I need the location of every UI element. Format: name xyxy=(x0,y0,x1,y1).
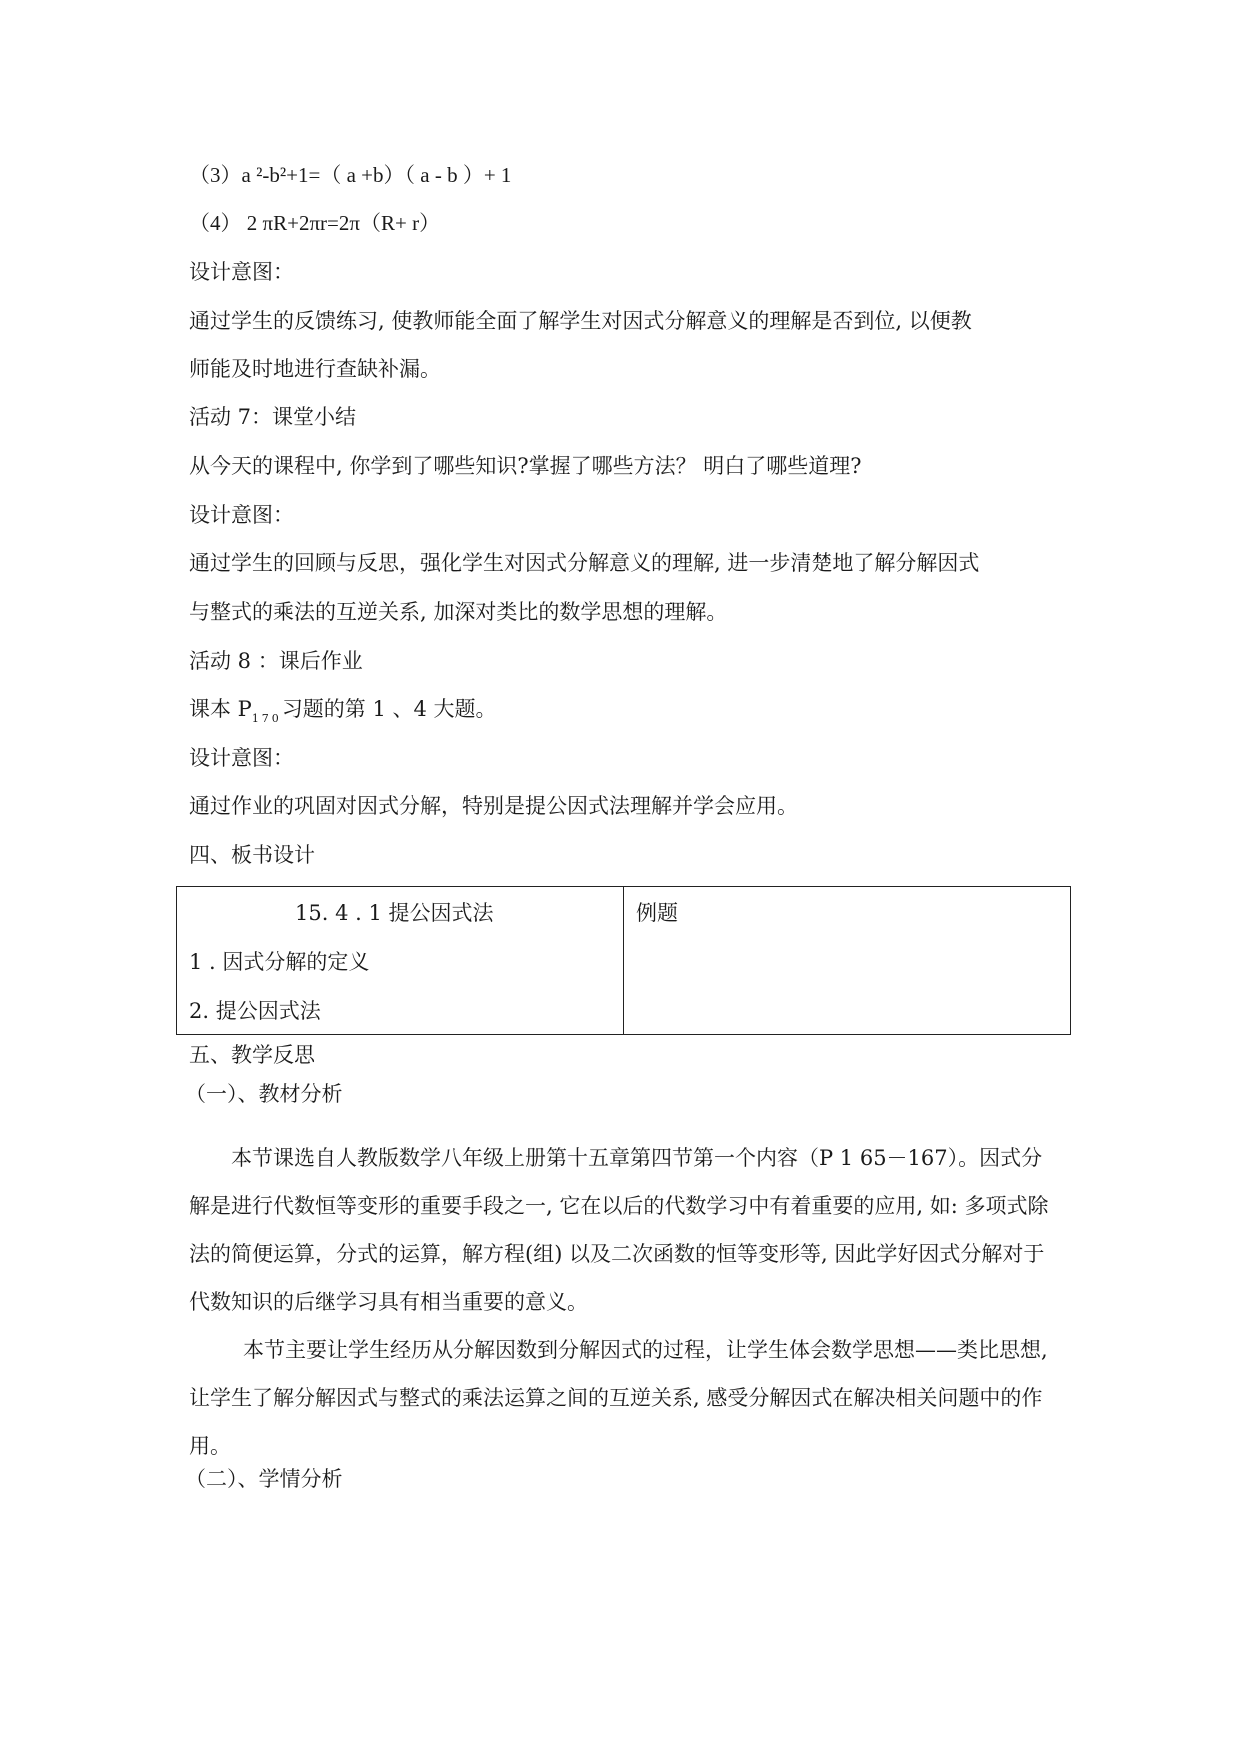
board-item: 2. 提公因式法 xyxy=(189,999,321,1023)
design-intent-text: 与整式的乘法的互逆关系, 加深对类比的数学思想的理解。 xyxy=(189,600,728,624)
board-title: 15. 4 . 1 提公因式法 xyxy=(295,901,494,925)
activity-7-heading: 活动 7：课堂小结 xyxy=(189,405,357,429)
design-intent-heading: 设计意图： xyxy=(189,503,294,527)
homework-prefix: 课本 P xyxy=(189,697,252,721)
paragraph: 本节主要让学生经历从分解因数到分解因式的过程，让学生体会数学思想——类比思想, 让学生了解分解因式与整式的乘法运算之间的互逆关系, 感受分解因式在解决相关问题中的作用。 xyxy=(189,1338,1048,1458)
design-intent-text: 师能及时地进行查缺补漏。 xyxy=(189,357,441,381)
subsection-heading: （一）、教材分析 xyxy=(185,1082,343,1106)
homework-suffix: 习题的第 1 、4 大题。 xyxy=(281,697,497,721)
section-teaching-reflection-heading: 五、教学反思 xyxy=(189,1043,315,1067)
design-intent-heading: 设计意图： xyxy=(189,746,294,770)
design-intent-text: 通过学生的回顾与反思，强化学生对因式分解意义的理解, 进一步清楚地了解分解因式 xyxy=(189,551,980,575)
table-divider xyxy=(623,887,624,1034)
homework-page-number: 170 xyxy=(251,712,282,725)
activity-7-question: 从今天的课程中, 你学到了哪些知识?掌握了哪些方法？ 明白了哪些道理? xyxy=(189,454,862,478)
board-item: 1 . 因式分解的定义 xyxy=(189,950,370,974)
equation-3: （3）a ²-b²+1=（ a +b）（ a - b ）+ 1 xyxy=(189,163,512,187)
board-design-table xyxy=(176,886,1071,1035)
design-intent-text: 通过作业的巩固对因式分解，特别是提公因式法理解并学会应用。 xyxy=(189,794,798,818)
paragraph: 本节课选自人教版数学八年级上册第十五章第四节第一个内容（P 1 65－167）。因式分解是进行代数恒等变形的重要手段之一, 它在以后的代数学习中有着重要的应用, 如: 多项式除法的简便运算，分式的运算，解方程(组) 以及二次函数的恒等变形等, 因此学好因式分解对于代数知识的后继学习具有相当重要的意义。 xyxy=(189,1146,1049,1314)
design-intent-text: 通过学生的反馈练习, 使教师能全面了解学生对因式分解意义的理解是否到位, 以便教 xyxy=(189,309,972,333)
subsection-heading: （二）、学情分析 xyxy=(185,1467,343,1491)
section-board-design-heading: 四、板书设计 xyxy=(189,843,315,867)
equation-4: （4） 2 πR+2πr=2π（R+ r） xyxy=(189,211,441,235)
homework-line xyxy=(189,694,497,734)
design-intent-heading: 设计意图： xyxy=(189,260,294,284)
activity-8-heading: 活动 8 ：课后作业 xyxy=(189,649,363,673)
board-example-label: 例题 xyxy=(636,901,678,925)
